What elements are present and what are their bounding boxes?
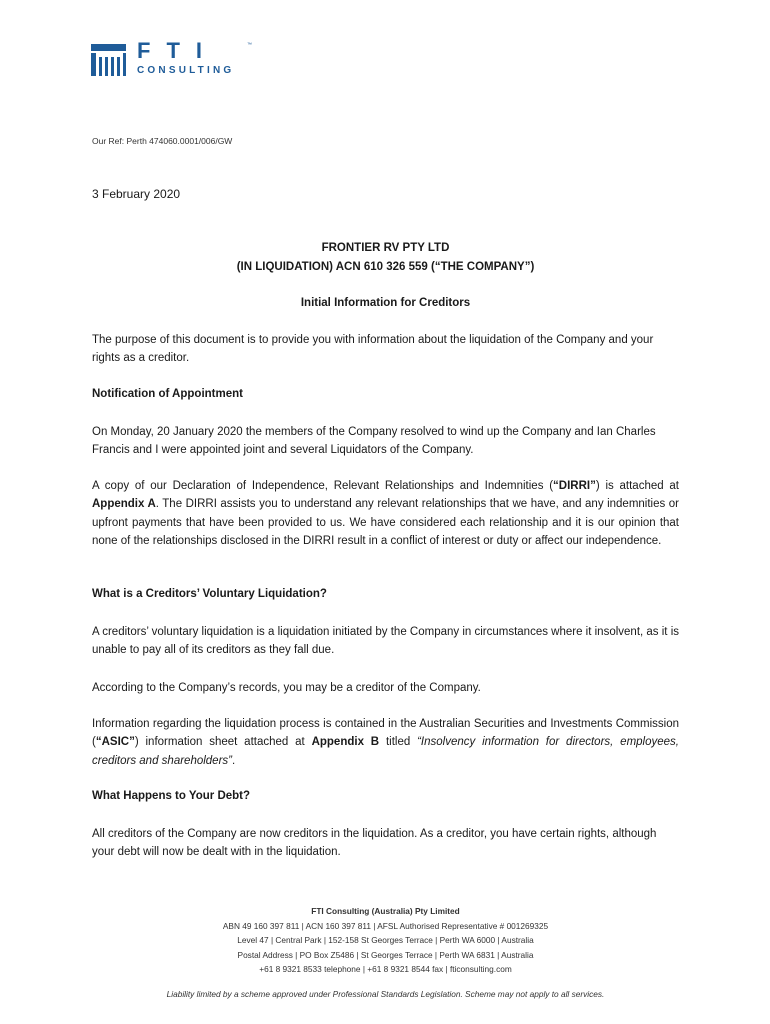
footer-registration: ABN 49 160 397 811 | ACN 160 397 811 | AFSL Authorised Representative # 001269325 bbox=[222, 920, 549, 931]
company-name-heading: FRONTIER RV PTY LTD bbox=[321, 242, 450, 254]
logo-subtitle: CONSULTING bbox=[137, 65, 235, 76]
cvl-paragraph: A creditors’ voluntary liquidation is a liquidation initiated by the Company in circumstances where it insolvent, as it is unable to pay all of its creditors as they fall due. bbox=[92, 626, 679, 657]
intro-paragraph: The purpose of this document is to provide you with information about the liquidation of the Company and your rights as a creditor. bbox=[92, 334, 654, 365]
section-heading-debt: What Happens to Your Debt? bbox=[92, 790, 251, 802]
dirri-paragraph: A copy of our Declaration of Independence, Relevant Relationships and Indemnities (“DIRRI”) is attached at Appendix A. The DIRRI assists you to understand any relevant relationships that we have, and any indemnities or upfront payments that have been provided to us. We have considered each relationship and it is our opinion that none of the relationships disclosed in the DIRRI result in a conflict of interest or duty or affect our independence. bbox=[92, 480, 679, 547]
footer-street-address: Level 47 | Central Park | 152-158 St Georges Terrace | Perth WA 6000 | Australia bbox=[237, 935, 534, 945]
records-paragraph: According to the Company’s records, you may be a creditor of the Company. bbox=[92, 682, 481, 694]
reference-number: Our Ref: Perth 474060.0001/006/GW bbox=[92, 136, 233, 146]
document-subtitle: Initial Information for Creditors bbox=[300, 297, 471, 309]
footer-company: FTI Consulting (Australia) Pty Limited bbox=[311, 906, 460, 916]
section-heading-cvl: What is a Creditors’ Voluntary Liquidation? bbox=[92, 588, 327, 600]
logo-wordmark: FTI bbox=[137, 38, 218, 63]
asic-paragraph: Information regarding the liquidation process is contained in the Australian Securities and Investments Commission (“ASIC”) information sheet attached at Appendix B titled “Insolvency information for directors, employees, creditors and shareholders”. bbox=[92, 718, 679, 767]
liability-disclaimer: Liability limited by a scheme approved under Professional Standards Legislation. Scheme may not apply to all services. bbox=[166, 989, 605, 999]
fti-pillar-icon bbox=[91, 44, 126, 76]
debt-paragraph: All creditors of the Company are now creditors in the liquidation. As a creditor, you have certain rights, although your debt will now be dealt with in the liquidation. bbox=[92, 828, 657, 859]
page-footer bbox=[92, 904, 679, 977]
company-status-heading: (IN LIQUIDATION) ACN 610 326 559 (“THE COMPANY”) bbox=[236, 261, 535, 273]
footer-contact: +61 8 9321 8533 telephone | +61 8 9321 8544 fax | fticonsulting.com bbox=[259, 964, 512, 974]
section-heading-appointment: Notification of Appointment bbox=[92, 388, 243, 400]
letter-date: 3 February 2020 bbox=[92, 187, 181, 201]
footer-postal-address: Postal Address | PO Box Z5486 | St Georges Terrace | Perth WA 6831 | Australia bbox=[237, 949, 534, 960]
appointment-paragraph: On Monday, 20 January 2020 the members of the Company resolved to wind up the Company and Ian Charles Francis and I were appointed joint and several Liquidators of the Company. bbox=[92, 426, 656, 457]
logo-trademark: ™ bbox=[247, 42, 252, 48]
fti-logo bbox=[91, 38, 261, 78]
